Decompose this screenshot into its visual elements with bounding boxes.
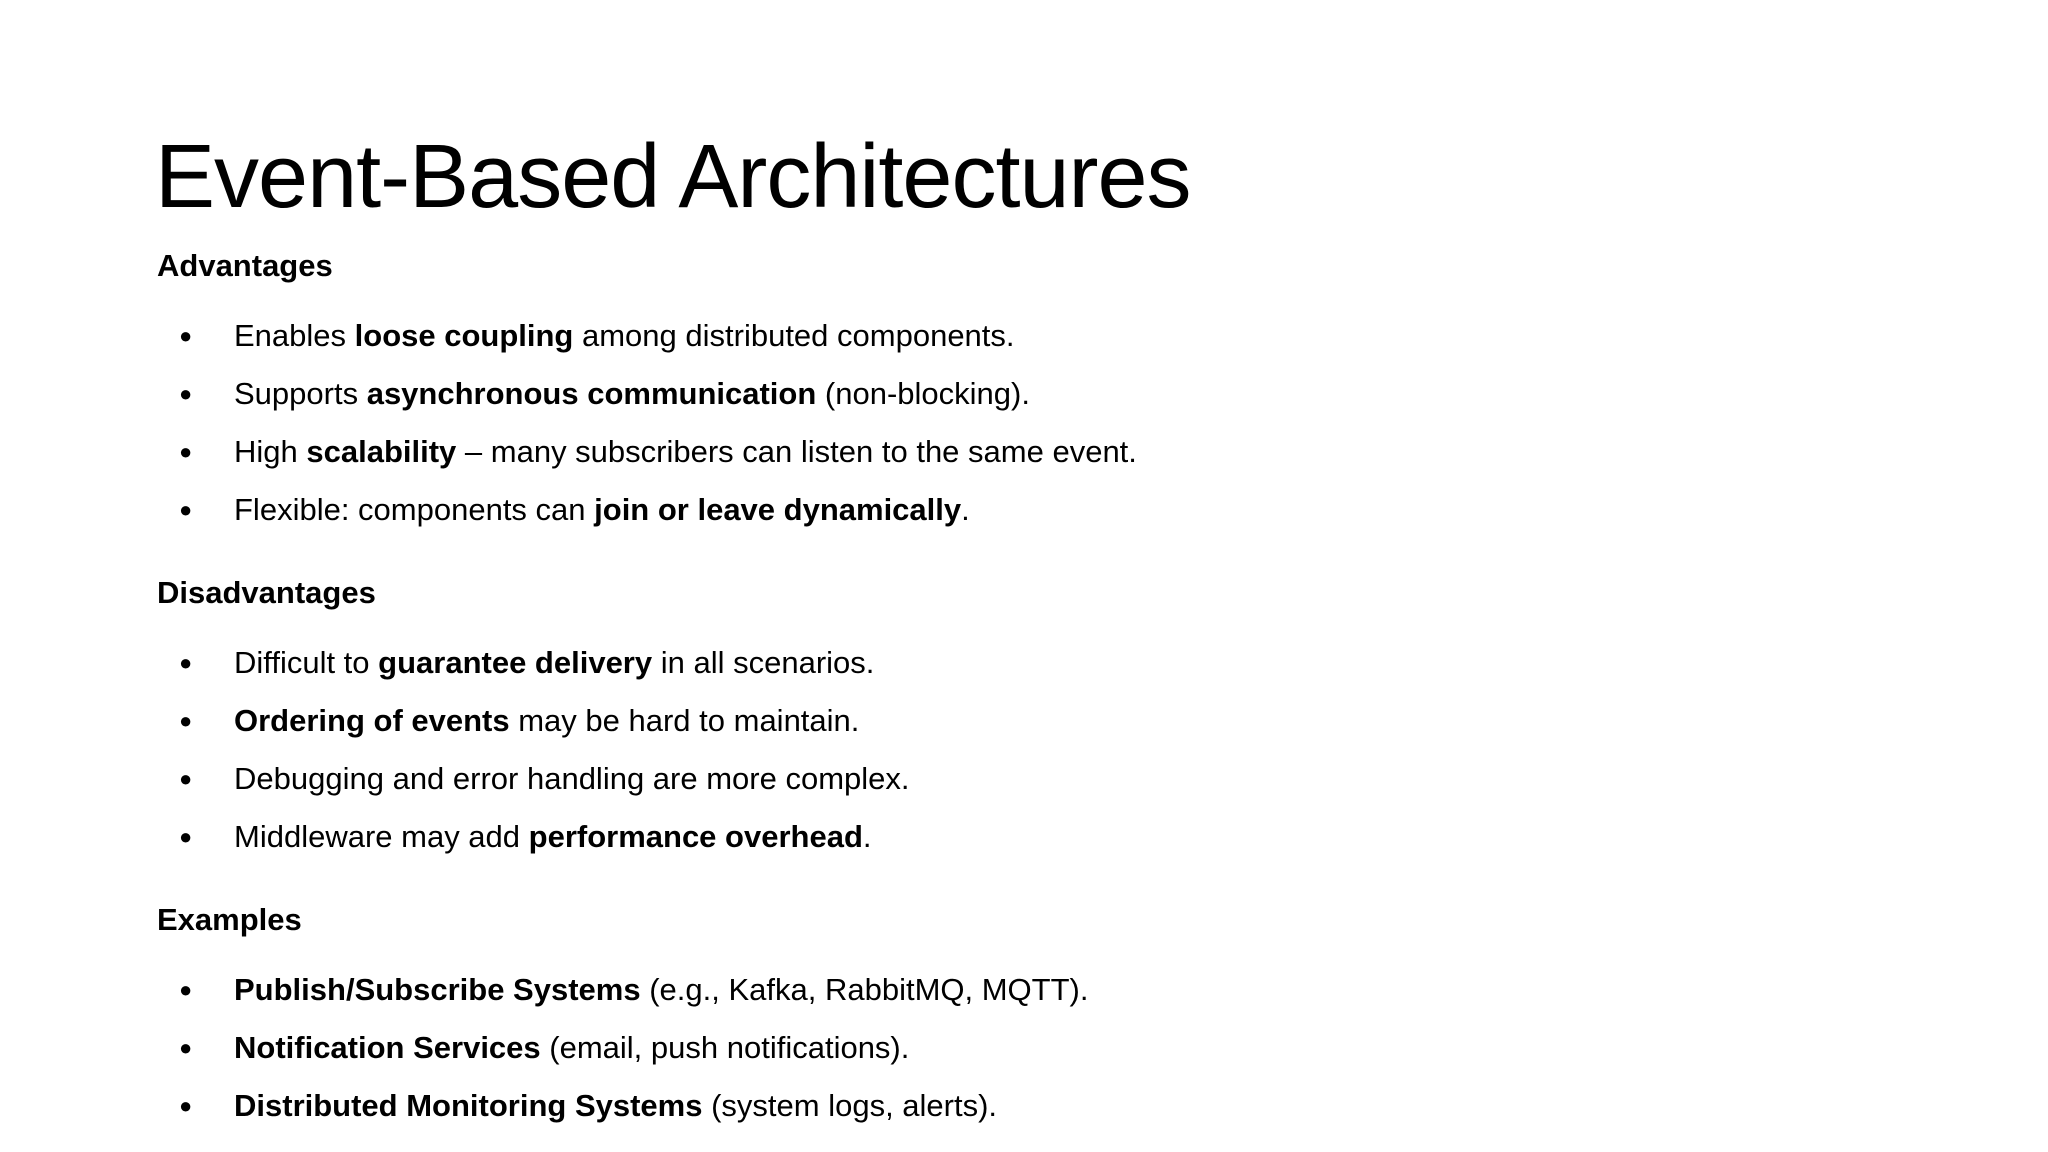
bullet-dot-icon: ● — [179, 708, 193, 733]
bullet-item — [157, 970, 1757, 1028]
bullet-item — [157, 1028, 1757, 1086]
text-run: . — [961, 492, 970, 527]
bullet-text — [234, 316, 1015, 356]
bold-text: guarantee delivery — [378, 645, 653, 680]
bullet-text — [234, 643, 874, 683]
bullet-dot-icon: ● — [179, 824, 193, 849]
section-examples — [157, 900, 1757, 1144]
text-run: in all scenarios. — [652, 645, 875, 680]
bullet-list-examples — [157, 970, 1757, 1144]
bullet-dot-icon: ● — [179, 977, 193, 1002]
bullet-list-disadvantages — [157, 643, 1757, 875]
bullet-dot-icon: ● — [179, 1093, 193, 1118]
bold-text: Ordering of events — [234, 703, 510, 738]
bullet-dot-icon: ● — [179, 439, 193, 464]
bullet-item — [157, 701, 1757, 759]
bold-text: Distributed Monitoring Systems — [234, 1088, 703, 1123]
bullet-dot-icon: ● — [179, 650, 193, 675]
bullet-item — [157, 759, 1757, 817]
text-run: Supports — [234, 376, 367, 411]
bullet-item — [157, 1086, 1757, 1144]
section-heading-examples: Examples — [157, 902, 302, 937]
bold-text: scalability — [306, 434, 457, 469]
bullet-dot-icon: ● — [179, 381, 193, 406]
bullet-list-advantages — [157, 316, 1757, 548]
bold-text: loose coupling — [354, 318, 574, 353]
text-run: may be hard to maintain. — [509, 703, 860, 738]
text-run: (system logs, alerts). — [702, 1088, 998, 1123]
bold-text: Publish/Subscribe Systems — [234, 972, 641, 1007]
text-run: Debugging and error handling are more complex. — [234, 761, 910, 796]
bullet-text — [234, 970, 1088, 1010]
text-run: Middleware may add — [234, 819, 529, 854]
bullet-dot-icon: ● — [179, 766, 193, 791]
bullet-item — [157, 490, 1757, 548]
text-run: Enables — [234, 318, 355, 353]
bullet-item — [157, 432, 1757, 490]
text-run: among distributed components. — [573, 318, 1015, 353]
bullet-item — [157, 374, 1757, 432]
text-run: (non-blocking). — [816, 376, 1030, 411]
text-run: High — [234, 434, 307, 469]
bullet-item — [157, 643, 1757, 701]
slide-title: Event-Based Architectures — [155, 127, 1191, 227]
bullet-text — [234, 374, 1030, 414]
bullet-item — [157, 316, 1757, 374]
bullet-dot-icon: ● — [179, 323, 193, 348]
bullet-item — [157, 817, 1757, 875]
bullet-dot-icon: ● — [179, 1035, 193, 1060]
bold-text: Notification Services — [234, 1030, 541, 1065]
bullet-text — [234, 1028, 909, 1068]
bold-text: asynchronous communication — [366, 376, 817, 411]
bullet-text — [234, 490, 970, 530]
bold-text: performance overhead — [528, 819, 863, 854]
bullet-text — [234, 817, 872, 857]
bullet-text — [234, 701, 859, 741]
text-run: – many subscribers can listen to the same event. — [456, 434, 1137, 469]
bold-text: join or leave dynamically — [594, 492, 962, 527]
text-run: (e.g., Kafka, RabbitMQ, MQTT). — [640, 972, 1089, 1007]
text-run: (email, push notifications). — [540, 1030, 910, 1065]
section-heading-advantages: Advantages — [157, 248, 333, 283]
section-advantages — [157, 246, 1757, 548]
bullet-text — [234, 1086, 997, 1126]
section-disadvantages — [157, 573, 1757, 875]
text-run: Difficult to — [234, 645, 379, 680]
text-run: . — [862, 819, 872, 854]
bullet-text — [234, 432, 1137, 472]
text-run: Flexible: components can — [234, 492, 595, 527]
bullet-dot-icon: ● — [179, 497, 193, 522]
section-heading-disadvantages: Disadvantages — [157, 575, 376, 610]
bullet-text — [234, 759, 910, 799]
